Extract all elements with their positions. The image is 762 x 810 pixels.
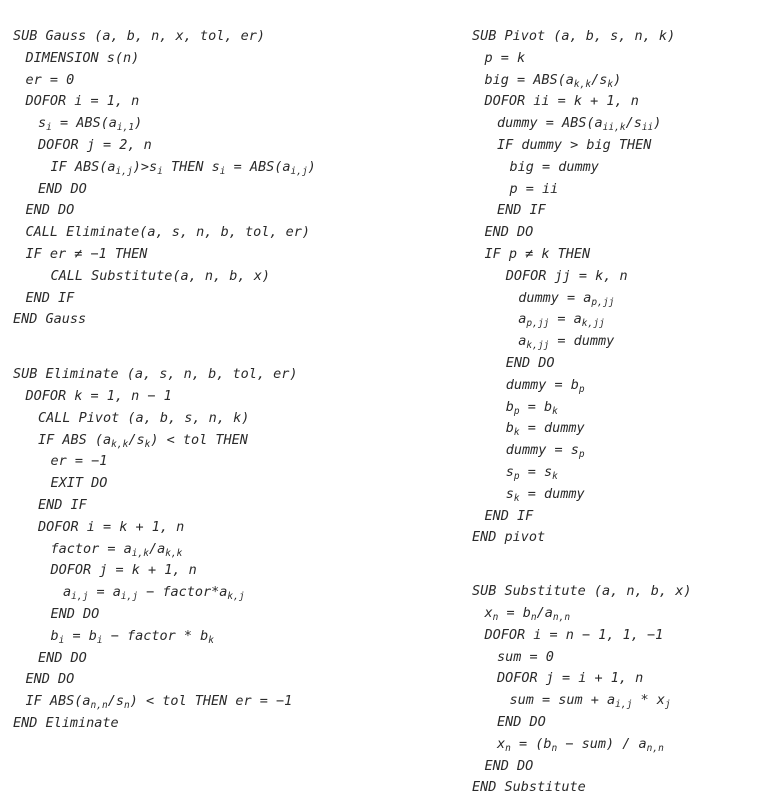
code-line: DIMENSION s(n) (25, 49, 140, 66)
code-line: dummy = $s_p$ (505, 442, 585, 461)
code-line: big = $ABS(a_{k,k}/s_k)$ (484, 71, 622, 90)
code-line: $s_p = s_k$ (505, 463, 558, 482)
code-line: $b_i = b_i$ − factor * $b_k$ (50, 627, 215, 646)
code-line: END Eliminate (13, 714, 119, 731)
code-line: END DO (484, 757, 534, 774)
code-line: EXIT DO (50, 475, 108, 492)
code-line: p = k (484, 49, 526, 66)
eliminate-subroutine (13, 364, 316, 735)
code-line: DOFOR i = 1, n (25, 93, 140, 110)
code-line: CALL Substitute(a, n, b, x) (50, 267, 270, 284)
code-line: END DO (38, 180, 87, 197)
code-line: IF er ≠ −1 THEN (25, 245, 148, 262)
code-line: END DO (25, 671, 75, 688)
code-line: $b_p = b_k$ (505, 398, 558, 417)
code-line: END Substitute (472, 779, 586, 796)
code-line: DOFOR i = n − 1, 1, −1 (484, 626, 664, 643)
code-line: CALL Eliminate(a, s, n, b, tol, er) (25, 224, 310, 241)
code-line: DOFOR i = k + 1, n (38, 518, 185, 535)
code-line: $a_{i,j} = a_{i,j}$ − $factor*a_{k,j}$ (63, 584, 245, 603)
left-column (13, 26, 316, 735)
code-line: big = dummy (509, 158, 599, 175)
code-line: END DO (50, 605, 100, 622)
code-line: DOFOR j = 2, n (38, 136, 152, 153)
code-line: SUB Substitute (a, n, b, x) (472, 583, 692, 600)
code-line: $a_{p,jj} = a_{k,jj}$ (518, 311, 605, 330)
code-line: IF $ABS(a_{i,j})>s_i$ THEN $s_i = ABS(a_{i,j})$ (50, 158, 316, 177)
code-line: CALL Pivot (a, b, s, n, k) (38, 409, 250, 426)
code-line: END pivot (472, 529, 546, 546)
code-line: DOFOR jj = k, n (505, 267, 628, 284)
code-line: p = ii (509, 180, 559, 197)
code-line: END DO (505, 354, 555, 371)
code-line: END IF (38, 496, 87, 513)
code-line: IF $ABS(a_{n,n}/s_n)$ < tol THEN er = −1 (25, 693, 293, 712)
code-line: SUB Gauss (a, b, n, x, tol, er) (13, 28, 265, 44)
code-line: END Gauss (13, 311, 87, 328)
code-line: er = 0 (25, 71, 75, 88)
code-line: IF dummy > big THEN (497, 136, 652, 153)
block-separator (13, 331, 316, 364)
code-line: IF ABS $(a_{k,k}/s_k)$ < tol THEN (38, 431, 248, 450)
block-separator (472, 549, 691, 581)
code-line: dummy = $b_p$ (505, 376, 585, 395)
substitute-subroutine (472, 581, 691, 799)
code-line: END IF (25, 289, 75, 306)
code-line: $s_k$ = dummy (505, 485, 585, 504)
gauss-subroutine (13, 26, 316, 331)
code-line: END IF (484, 507, 534, 524)
code-line: DOFOR j = i + 1, n (497, 670, 644, 687)
code-line: $x_n = b_n/a_{n,n}$ (484, 604, 571, 623)
code-line: END DO (484, 224, 534, 241)
code-line: $b_k$ = dummy (505, 420, 585, 439)
right-column (472, 26, 691, 799)
code-line: IF p ≠ k THEN (484, 245, 591, 262)
code-line: END DO (25, 202, 75, 219)
pivot-subroutine (472, 26, 691, 549)
code-line: sum = 0 (497, 648, 554, 665)
code-line: SUB Eliminate (a, s, n, b, tol, er) (13, 366, 298, 383)
code-line: SUB Pivot (a, b, s, n, k) (472, 28, 676, 44)
code-line: factor = $a_{i,k}/a_{k,k}$ (50, 540, 183, 559)
code-line: END IF (497, 202, 546, 219)
code-line: $x_n = (b_n - sum) / a_{n,n}$ (497, 735, 664, 754)
code-line: END DO (497, 713, 546, 730)
code-line: END DO (38, 649, 87, 666)
code-line: sum = sum + $a_{i,j} * x_j$ (509, 692, 671, 711)
code-line: DOFOR j = k + 1, n (50, 562, 197, 579)
code-line: DOFOR ii = k + 1, n (484, 93, 639, 110)
code-line: dummy = $a_{p,jj}$ (518, 289, 615, 308)
code-line: DOFOR k = 1, n − 1 (25, 387, 172, 404)
code-line: $a_{k,jj}$ = dummy (518, 333, 615, 352)
code-line: dummy = $ABS(a_{ii,k}/s_{ii})$ (497, 115, 662, 134)
code-line: $s_i = ABS(a_{i,1})$ (38, 115, 143, 134)
code-line: er = −1 (50, 453, 108, 470)
